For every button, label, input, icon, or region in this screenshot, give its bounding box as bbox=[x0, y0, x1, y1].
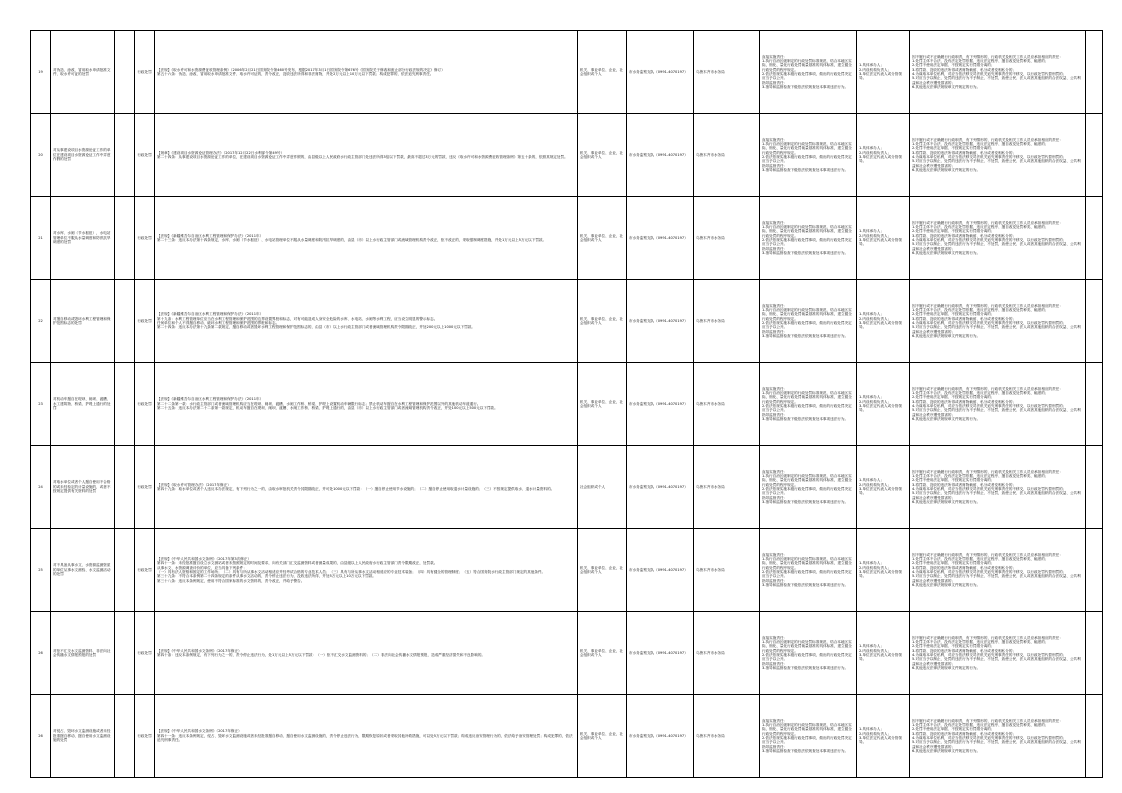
accountability-line: 6.其他违反法律法规规章文件规定的行为。 bbox=[912, 500, 981, 505]
accountability-line: 2.处罚不使用法定单据、不按规定实行罚缴分离的； bbox=[912, 229, 995, 234]
accountability-line: 6.其他违反法律法规规章文件规定的行为。 bbox=[912, 334, 981, 339]
accountability-line: 4.为谋取本单位私利，对应当依法移交司法机关追究刑事责任的不移交，以行政处罚代替刑罚的； bbox=[912, 570, 1067, 574]
legal-basis-line: 【法规】《新疆维吾尔自治区水利工程管理和保护办法》（2011年） bbox=[157, 397, 264, 402]
accountability bbox=[910, 114, 1086, 197]
accountable-line: 2.内设机构负责人； bbox=[859, 150, 892, 155]
responsibility-line: 2.依法依规实施本级行政处罚事项，做出的行政处罚决定应当予以公开。 bbox=[762, 653, 852, 662]
item-name: 对水库、水闸（节水枢纽），水电站管理单位不服从水量调度和防汛抗旱调度的处罚 bbox=[51, 197, 115, 280]
legal-basis bbox=[155, 31, 578, 114]
responsibility-line: 直接实施责任： bbox=[762, 718, 788, 723]
item-name: 对伪造、涂改、冒用取水申请批准文件、取水许可证的处罚 bbox=[51, 31, 115, 114]
responsibility-line: 3.指导和监督检查下级依法依规查处本事项违法行为。 bbox=[762, 666, 849, 671]
responsibility-line: 指导监督责任： bbox=[762, 661, 788, 666]
target-subject: 机关、事业单位、企业，社会组织或个人 bbox=[578, 695, 627, 778]
power-list-table bbox=[30, 30, 1103, 778]
responsibility-line: 1.执行自治区级制定的行政处罚标准规范，结合本地区实际，细化、量化行政处罚裁量基准的具体标准，建立健全行政处罚的程序规定。 bbox=[762, 639, 852, 653]
remark-cell bbox=[1086, 446, 1103, 529]
accountable-line: 1.具体承办人； bbox=[859, 478, 884, 483]
accountable-persons bbox=[857, 197, 910, 280]
implementing-agency: 乌鲁木齐市水务局 bbox=[694, 446, 760, 529]
accountable-persons bbox=[857, 695, 910, 778]
responsibility-line: 指导监督责任： bbox=[762, 329, 788, 334]
accountability bbox=[910, 280, 1086, 363]
accountability-line: 5.对应当予以制止、处罚的违法行为不予制止、不处罚，致使公民、法人或者其他组织的合法权益、公共利益和社会秩序遭受损害的； bbox=[912, 574, 1081, 583]
target-subject: 机关、事业单位、企业，社会组织或个人 bbox=[578, 114, 627, 197]
accountability-line: 因不履行或不正确履行行政职责，有下列情形的，行政机关及相关工作人员应承担相应的责任： bbox=[912, 54, 1063, 59]
responsibility bbox=[760, 612, 857, 695]
legal-basis-line: 【规章】《建设项目水资源论证管理办法》（2017年12月22日水利部令第49号） bbox=[157, 150, 285, 155]
legal-basis bbox=[155, 529, 578, 612]
implementing-agency: 乌鲁木齐市水务局 bbox=[694, 363, 760, 446]
legal-basis-line: 第四十九条：取水单位或者个人违反本办法规定，有下列行为之一的，由取水审批机关责令其限期改正，并可处1000元以下罚款：（一）擅自停止使用节水设施的；（二）擅自停止使用取退水计量设施的；（三）不按规定提供取水、退水计量资料的。 bbox=[157, 487, 555, 491]
accountability-line: 因不履行或不正确履行行政职责，有下列情形的，行政机关及相关工作人员应承担相应的责任： bbox=[912, 137, 1063, 142]
undertaking-dept: 市水务监察支队（0991-4070197） bbox=[627, 31, 694, 114]
item-name: 对侵占、毁坏水文监测设施或者未经批准擅自移动、擅自使用水文监测设施的处罚 bbox=[51, 695, 115, 778]
accountability-line: 3.将罚款、没收的违法所得或者财物截留、私分或者变相私分的； bbox=[912, 150, 1017, 155]
responsibility bbox=[760, 197, 857, 280]
accountability-line: 1.处罚主体不合法、没有法定处罚依据、违反法定程序、擅自改变处罚种类、幅度的； bbox=[912, 307, 1049, 312]
responsibility-line: 直接实施责任： bbox=[762, 635, 788, 640]
accountability-line: 5.对应当予以制止、处罚的违法行为不予制止、不处罚，致使公民、法人或者其他组织的合法权益、公共利益和社会秩序遭受损害的； bbox=[912, 657, 1081, 666]
accountability bbox=[910, 612, 1086, 695]
accountability-line: 2.处罚不使用法定单据、不按规定实行罚缴分离的； bbox=[912, 63, 995, 68]
accountability-line: 5.对应当予以制止、处罚的违法行为不予制止、不处罚，致使公民、法人或者其他组织的合法权益、公共利益和社会秩序遭受损害的； bbox=[912, 242, 1081, 251]
responsibility-line: 直接实施责任： bbox=[762, 552, 788, 557]
responsibility-line: 3.指导和监督检查下级依法依规查处本事项违法行为。 bbox=[762, 334, 849, 339]
responsibility-line: 直接实施责任： bbox=[762, 54, 788, 59]
table-row bbox=[31, 31, 1103, 114]
legal-basis-line: 第四十一条：违反本条例规定，侵占、毁坏水文监测设施或者未经批准擅自移动、擅自使用水文监测设施的，责令停止违法行为，限期恢复原状或者采取其他补救措施，可以处5万元以下罚款；构成违反治安管理行为的，依法给予治安管理处罚；构成犯罪的，依法追究刑事责任。 bbox=[157, 733, 573, 743]
responsibility-line: 3.指导和监督检查下级依法依规查处本事项违法行为。 bbox=[762, 500, 849, 505]
accountable-line: 2.内设机构负责人； bbox=[859, 482, 892, 487]
legal-basis-line: 第三十八条：违反本条例规定，使用不符合国家标准的水文资料的，责令改正，并给予警告。 bbox=[157, 578, 305, 583]
accountable-persons bbox=[857, 529, 910, 612]
responsibility-line: 指导监督责任： bbox=[762, 163, 788, 168]
accountable-line: 3.单位法定代表人或分管领导。 bbox=[859, 736, 902, 745]
responsibility-line: 3.指导和监督检查下级依法依规查处本事项违法行为。 bbox=[762, 417, 849, 422]
legal-basis bbox=[155, 197, 578, 280]
responsibility-line: 1.执行自治区级制定的行政处罚标准规范，结合本地区实际，细化、量化行政处罚裁量基准的具体标准，建立健全行政处罚的程序规定。 bbox=[762, 58, 852, 72]
target-subject: 机关、事业单位、企业，社会组织或个人 bbox=[578, 612, 627, 695]
legal-basis-line: 第二十四条：违反本办法第十九条第二款规定，擅自移动或者毁坏水利工程管理和保护范围标志的，由县（市）以上水行政主管部门或者流域管理机构责令限期改正，并处200元以上1000元以下罚款。 bbox=[157, 325, 475, 330]
responsibility-line: 2.依法依规实施本级行政处罚事项，做出的行政处罚决定应当予以公开。 bbox=[762, 72, 852, 81]
accountable-line: 3.单位法定代表人或分管领导。 bbox=[859, 321, 902, 330]
legal-basis-line: 第三十九条：不符合本条例第二十四条规定的条件从事水文活动的，责令停止违法行为，没收违法所得，并处5万元以上10万元以下罚款。 bbox=[157, 574, 376, 579]
accountability-line: 6.其他违反法律法规规章文件规定的行为。 bbox=[912, 85, 981, 90]
sub-item-cell bbox=[115, 695, 135, 778]
accountability-line: 4.为谋取本单位私利，对应当依法移交司法机关追究刑事责任的不移交，以行政处罚代替刑罚的； bbox=[912, 72, 1067, 76]
item-name: 对不具备从事水文、水资源监测资质的单位从事水文测验、水文监测活动的处罚 bbox=[51, 529, 115, 612]
accountability-line: 5.对应当予以制止、处罚的违法行为不予制止、不处罚，致使公民、法人或者其他组织的合法权益、公共利益和社会秩序遭受损害的； bbox=[912, 325, 1081, 334]
target-subject: 社会组织或个人 bbox=[578, 446, 627, 529]
accountability-line: 2.处罚不使用法定单据、不按规定实行罚缴分离的； bbox=[912, 727, 995, 732]
accountability-line: 6.其他违反法律法规规章文件规定的行为。 bbox=[912, 749, 981, 754]
accountable-line: 2.内设机构负责人； bbox=[859, 316, 892, 321]
sub-item-cell bbox=[115, 612, 135, 695]
implementing-agency: 乌鲁木齐市水务局 bbox=[694, 31, 760, 114]
responsibility-line: 2.依法依规实施本级行政处罚事项，做出的行政处罚决定应当予以公开。 bbox=[762, 404, 852, 413]
accountable-line: 1.具体承办人； bbox=[859, 63, 884, 68]
accountable-line: 1.具体承办人； bbox=[859, 395, 884, 400]
responsibility-line: 指导监督责任： bbox=[762, 495, 788, 500]
accountability-line: 1.处罚主体不合法、没有法定处罚依据、违反法定程序、擅自改变处罚种类、幅度的； bbox=[912, 58, 1049, 63]
responsibility-line: 直接实施责任： bbox=[762, 303, 788, 308]
legal-basis bbox=[155, 612, 578, 695]
accountability-line: 3.将罚款、没收的违法所得或者财物截留、私分或者变相私分的； bbox=[912, 482, 1017, 487]
accountability-line: 4.为谋取本单位私利，对应当依法移交司法机关追究刑事责任的不移交，以行政处罚代替刑罚的； bbox=[912, 487, 1067, 491]
item-type: 行政处罚 bbox=[135, 197, 155, 280]
item-number: 21 bbox=[31, 197, 51, 280]
accountable-line: 1.具体承办人； bbox=[859, 561, 884, 566]
item-name: 对擅自移动或毁坏水利工程管理和保护范围标志的处罚 bbox=[51, 280, 115, 363]
accountable-persons bbox=[857, 31, 910, 114]
responsibility-line: 2.依法依规实施本级行政处罚事项，做出的行政处罚决定应当予以公开。 bbox=[762, 570, 852, 579]
responsibility bbox=[760, 695, 857, 778]
accountability-line: 2.处罚不使用法定单据、不按规定实行罚缴分离的； bbox=[912, 478, 995, 483]
accountable-line: 2.内设机构负责人； bbox=[859, 233, 892, 238]
implementing-agency: 乌鲁木齐市水务局 bbox=[694, 114, 760, 197]
accountability-line: 4.为谋取本单位私利，对应当依法移交司法机关追究刑事责任的不移交，以行政处罚代替刑罚的； bbox=[912, 653, 1067, 657]
responsibility bbox=[760, 280, 857, 363]
accountability bbox=[910, 695, 1086, 778]
legal-basis-line: 【法规】《取水许可管理办法》（2017年修正） bbox=[157, 482, 231, 487]
responsibility-line: 1.执行自治区级制定的行政处罚标准规范，结合本地区实际，细化、量化行政处罚裁量基准的具体标准，建立健全行政处罚的程序规定。 bbox=[762, 141, 852, 155]
remark-cell bbox=[1086, 363, 1103, 446]
responsibility-line: 指导监督责任： bbox=[762, 80, 788, 85]
accountable-persons bbox=[857, 114, 910, 197]
table-row bbox=[31, 114, 1103, 197]
accountability-line: 5.对应当予以制止、处罚的违法行为不予制止、不处罚，致使公民、法人或者其他组织的合法权益、公共利益和社会秩序遭受损害的； bbox=[912, 159, 1081, 168]
legal-basis-line: 第十九条：水利工程管理单位应当在水利工程管理和保护范围的边界设置界桩和标志，对有可能造成人身安全危险的水库、水电站、水闸等水利工程，应当设立明显的警示标志。 bbox=[157, 316, 438, 321]
item-type: 行政处罚 bbox=[135, 31, 155, 114]
accountable-line: 3.单位法定代表人或分管领导。 bbox=[859, 487, 902, 496]
accountability-line: 2.处罚不使用法定单据、不按规定实行罚缴分离的； bbox=[912, 644, 995, 649]
accountable-line: 2.内设机构负责人； bbox=[859, 648, 892, 653]
accountable-persons bbox=[857, 612, 910, 695]
item-number: 22 bbox=[31, 280, 51, 363]
remark-cell bbox=[1086, 31, 1103, 114]
responsibility bbox=[760, 31, 857, 114]
responsibility-line: 直接实施责任： bbox=[762, 220, 788, 225]
accountable-persons bbox=[857, 446, 910, 529]
responsibility-line: 指导监督责任： bbox=[762, 412, 788, 417]
accountability-line: 5.对应当予以制止、处罚的违法行为不予制止、不处罚，致使公民、法人或者其他组织的合法权益、公共利益和社会秩序遭受损害的； bbox=[912, 740, 1081, 749]
accountable-line: 3.单位法定代表人或分管领导。 bbox=[859, 404, 902, 413]
legal-basis-line: 第二十二条第一款：水行政主管部门或者流域管理机构应当在堤坝、闸坝、渡槽、水闸工作桥、桥梁、护堤上设置机动车辆限行标志；禁止机动车擅自在水利工程管理和保护范围以外的其他机动车道通行。 bbox=[157, 401, 481, 406]
undertaking-dept: 市水务监察支队（0991-4070197） bbox=[627, 197, 694, 280]
accountability bbox=[910, 197, 1086, 280]
implementing-agency: 乌鲁木齐市水务局 bbox=[694, 695, 760, 778]
target-subject: 机关、事业单位、企业，社会组织或个人 bbox=[578, 529, 627, 612]
sub-item-cell bbox=[115, 114, 135, 197]
accountability-line: 6.其他违反法律法规规章文件规定的行为。 bbox=[912, 666, 981, 671]
target-subject: 机关、事业单位、企业，社会组织或个人 bbox=[578, 363, 627, 446]
target-subject: 机关、事业单位、企业，社会组织或个人 bbox=[578, 31, 627, 114]
accountable-line: 1.具体承办人； bbox=[859, 644, 884, 649]
accountable-line: 1.具体承办人； bbox=[859, 229, 884, 234]
legal-basis-line: 【法规】《取水许可和水资源费征收管理条例》（2006年2月21日国务院令第460号发布，根据2017年3月1日国务院令第676号《国务院关于修改和废止部分行政法规的决定》修订） bbox=[157, 67, 445, 72]
accountability-line: 6.其他违反法律法规规章文件规定的行为。 bbox=[912, 168, 981, 173]
accountability-line: 3.将罚款、没收的违法所得或者财物截留、私分或者变相私分的； bbox=[912, 731, 1017, 736]
accountability-line: 1.处罚主体不合法、没有法定处罚依据、违反法定程序、擅自改变处罚种类、幅度的； bbox=[912, 224, 1049, 229]
accountable-line: 3.单位法定代表人或分管领导。 bbox=[859, 570, 902, 579]
item-type: 行政处罚 bbox=[135, 446, 155, 529]
undertaking-dept: 市水务监察支队（0991-4070197） bbox=[627, 446, 694, 529]
accountability-line: 1.处罚主体不合法、没有法定处罚依据、违反法定程序、擅自改变处罚种类、幅度的； bbox=[912, 141, 1049, 146]
legal-basis-line: 【法规】《中华人民共和国水文条例》（2017年修正） bbox=[157, 729, 242, 734]
accountability bbox=[910, 446, 1086, 529]
accountable-line: 1.具体承办人； bbox=[859, 146, 884, 151]
accountable-line: 1.具体承办人； bbox=[859, 312, 884, 317]
accountability-line: 5.对应当予以制止、处罚的违法行为不予制止、不处罚，致使公民、法人或者其他组织的合法权益、公共利益和社会秩序遭受损害的； bbox=[912, 76, 1081, 85]
responsibility-line: 1.执行自治区级制定的行政处罚标准规范，结合本地区实际，细化、量化行政处罚裁量基准的具体标准，建立健全行政处罚的程序规定。 bbox=[762, 390, 852, 404]
accountability-line: 2.处罚不使用法定单据、不按规定实行罚缴分离的； bbox=[912, 395, 995, 400]
implementing-agency: 乌鲁木齐市水务局 bbox=[694, 197, 760, 280]
responsibility-line: 2.依法依规实施本级行政处罚事项，做出的行政处罚决定应当予以公开。 bbox=[762, 487, 852, 496]
accountable-persons bbox=[857, 280, 910, 363]
accountability-line: 3.将罚款、没收的违法所得或者财物截留、私分或者变相私分的； bbox=[912, 67, 1017, 72]
legal-basis-line: 第二十四条：从事建设项目水资源论证工作的单位，在建设项目水资源论证工作中弄虚作假的，由县级以上人民政府水行政主管部门处违法所得3倍以下罚款，最高不超过3万元的罚款，违反《取水许可和水资源费征收管理条例》第五十条的，依照其规定处罚。 bbox=[157, 155, 568, 159]
item-number: 26 bbox=[31, 695, 51, 778]
item-name: 对取水单位或者个人擅自使用不合格的或未经检定的计量设施的，或者不按规定提供有关资料的处罚 bbox=[51, 446, 115, 529]
undertaking-dept: 市水务监察支队（0991-4070197） bbox=[627, 363, 694, 446]
remark-cell bbox=[1086, 280, 1103, 363]
accountability-line: 6.其他违反法律法规规章文件规定的行为。 bbox=[912, 251, 981, 256]
item-type: 行政处罚 bbox=[135, 612, 155, 695]
legal-basis bbox=[155, 280, 578, 363]
responsibility-line: 1.执行自治区级制定的行政处罚标准规范，结合本地区实际，细化、量化行政处罚裁量基准的具体标准，建立健全行政处罚的程序规定。 bbox=[762, 224, 852, 238]
sub-item-cell bbox=[115, 280, 135, 363]
item-type: 行政处罚 bbox=[135, 695, 155, 778]
accountability-line: 2.处罚不使用法定单据、不按规定实行罚缴分离的； bbox=[912, 312, 995, 317]
implementing-agency: 乌鲁木齐市水务局 bbox=[694, 280, 760, 363]
sub-item-cell bbox=[115, 31, 135, 114]
responsibility-line: 2.依法依规实施本级行政处罚事项，做出的行政处罚决定应当予以公开。 bbox=[762, 321, 852, 330]
sub-item-cell bbox=[115, 197, 135, 280]
responsibility-line: 1.执行自治区级制定的行政处罚标准规范，结合本地区实际，细化、量化行政处罚裁量基准的具体标准，建立健全行政处罚的程序规定。 bbox=[762, 473, 852, 487]
remark-cell bbox=[1086, 529, 1103, 612]
accountability bbox=[910, 31, 1086, 114]
accountability-line: 2.处罚不使用法定单据、不按规定实行罚缴分离的； bbox=[912, 561, 995, 566]
legal-basis bbox=[155, 114, 578, 197]
item-type: 行政处罚 bbox=[135, 363, 155, 446]
accountability-line: 6.其他违反法律法规规章文件规定的行为。 bbox=[912, 417, 981, 422]
accountability-line: 3.将罚款、没收的违法所得或者财物截留、私分或者变相私分的； bbox=[912, 399, 1017, 404]
responsibility bbox=[760, 446, 857, 529]
item-name: 对从事建设项目水资源论证工作的单位在建设项目水资源论证工作中弄虚作假的处罚 bbox=[51, 114, 115, 197]
undertaking-dept: 市水务监察支队（0991-4070197） bbox=[627, 612, 694, 695]
legal-basis-line: 任何单位和个人不得擅自移动、破坏水利工程管理和保护范围的界桩和标志。 bbox=[157, 321, 280, 325]
responsibility bbox=[760, 114, 857, 197]
item-name: 对机动车擅自在堤坝、闸坝、渡槽、水工建筑物、桥梁、护堤上通行的处罚 bbox=[51, 363, 115, 446]
table-row bbox=[31, 446, 1103, 529]
legal-basis-line: 从事水文、水资源调查评价的单位，应当具备下列条件： bbox=[157, 565, 247, 570]
accountable-line: 3.单位法定代表人或分管领导。 bbox=[859, 72, 902, 81]
accountability-line: 因不履行或不正确履行行政职责，有下列情形的，行政机关及相关工作人员应承担相应的责任： bbox=[912, 718, 1063, 723]
responsibility-line: 直接实施责任： bbox=[762, 469, 788, 474]
responsibility-line: 直接实施责任： bbox=[762, 386, 788, 391]
accountability bbox=[910, 363, 1086, 446]
accountability-line: 3.将罚款、没收的违法所得或者财物截留、私分或者变相私分的； bbox=[912, 565, 1017, 570]
accountability-line: 6.其他违反法律法规规章文件规定的行为。 bbox=[912, 583, 981, 588]
undertaking-dept: 市水务监察支队（0991-4070197） bbox=[627, 280, 694, 363]
undertaking-dept: 市水务监察支队（0991-4070197） bbox=[627, 114, 694, 197]
accountability-line: 1.处罚主体不合法、没有法定处罚依据、违反法定程序、擅自改变处罚种类、幅度的； bbox=[912, 473, 1049, 478]
accountability-line: 4.为谋取本单位私利，对应当依法移交司法机关追究刑事责任的不移交，以行政处罚代替刑罚的； bbox=[912, 321, 1067, 325]
accountability-line: 1.处罚主体不合法、没有法定处罚依据、违反法定程序、擅自改变处罚种类、幅度的； bbox=[912, 556, 1049, 561]
legal-basis-line: 第四十条：违反本条例规定，有下列行为之一的，责令停止违法行为，处1万元以上5万元以下罚款：（一）拒不汇交水文监测资料的；（二）非法向社会传播水文情报预报，造成严重经济损失和不良影响的。 bbox=[157, 653, 486, 657]
legal-basis bbox=[155, 446, 578, 529]
item-number: 19 bbox=[31, 31, 51, 114]
sub-item-cell bbox=[115, 363, 135, 446]
item-name: 对拒不汇交水文监测资料、非法向社会传播水文情报预报的处罚 bbox=[51, 612, 115, 695]
accountability-line: 2.处罚不使用法定单据、不按规定实行罚缴分离的； bbox=[912, 146, 995, 151]
accountability-line: 因不履行或不正确履行行政职责，有下列情形的，行政机关及相关工作人员应承担相应的责任： bbox=[912, 220, 1063, 225]
accountable-line: 1.具体承办人； bbox=[859, 727, 884, 732]
accountability-line: 1.处罚主体不合法、没有法定处罚依据、违反法定程序、擅自改变处罚种类、幅度的； bbox=[912, 722, 1049, 727]
accountable-line: 2.内设机构负责人； bbox=[859, 399, 892, 404]
accountability-line: 4.为谋取本单位私利，对应当依法移交司法机关追究刑事责任的不移交，以行政处罚代替刑罚的； bbox=[912, 155, 1067, 159]
target-subject: 机关、事业单位、企业，社会组织或个人 bbox=[578, 280, 627, 363]
undertaking-dept: 市水务监察支队（0991-4070197） bbox=[627, 529, 694, 612]
legal-basis-line: 【法规】《中华人民共和国水文条例》（2017年修正） bbox=[157, 648, 242, 653]
legal-basis bbox=[155, 363, 578, 446]
table-row bbox=[31, 612, 1103, 695]
item-number: 23 bbox=[31, 363, 51, 446]
accountable-line: 2.内设机构负责人； bbox=[859, 565, 892, 570]
accountability-line: 因不履行或不正确履行行政职责，有下列情形的，行政机关及相关工作人员应承担相应的责任： bbox=[912, 552, 1063, 557]
responsibility-line: 1.执行自治区级制定的行政处罚标准规范，结合本地区实际，细化、量化行政处罚裁量基准的具体标准，建立健全行政处罚的程序规定。 bbox=[762, 722, 852, 736]
accountability-line: 3.将罚款、没收的违法所得或者财物截留、私分或者变相私分的； bbox=[912, 316, 1017, 321]
accountability-line: 3.将罚款、没收的违法所得或者财物截留、私分或者变相私分的； bbox=[912, 233, 1017, 238]
responsibility-line: 指导监督责任： bbox=[762, 744, 788, 749]
legal-basis-line: 第二十五条：违反本办法第二十二条第一款规定，机动车擅自在堤坝、闸坝、渡槽、水闸工作桥、桥梁、护堤上通行的，由县（市）以上水行政主管部门或者流域管理机构责令改正，并处100元以上500元以下罚款。 bbox=[157, 406, 498, 411]
item-number: 20 bbox=[31, 114, 51, 197]
legal-basis-line: 第四十一条：未经批准擅自设立水文测站或者未按照规定的时间及要求，向有关部门汇交监测资料或者测量成果的，由县级以上人民政府水行政主管部门责令限期改正，处罚款。 bbox=[157, 561, 438, 566]
responsibility-line: 2.依法依规实施本级行政处罚事项，做出的行政处罚决定应当予以公开。 bbox=[762, 736, 852, 745]
legal-basis-line: 【法规】《新疆维吾尔自治区水利工程管理和保护办法》（2011年） bbox=[157, 312, 264, 317]
table-row bbox=[31, 695, 1103, 778]
item-number: 26 bbox=[31, 612, 51, 695]
remark-cell bbox=[1086, 695, 1103, 778]
accountability-line: 因不履行或不正确履行行政职责，有下列情形的，行政机关及相关工作人员应承担相应的责任： bbox=[912, 303, 1063, 308]
accountability-line: 5.对应当予以制止、处罚的违法行为不予制止、不处罚，致使公民、法人或者其他组织的合法权益、公共利益和社会秩序遭受损害的； bbox=[912, 491, 1081, 500]
responsibility-line: 指导监督责任： bbox=[762, 578, 788, 583]
responsibility-line: 3.指导和监督检查下级依法依规查处本事项违法行为。 bbox=[762, 85, 849, 90]
responsibility-line: 3.指导和监督检查下级依法依规查处本事项违法行为。 bbox=[762, 583, 849, 588]
table-row bbox=[31, 363, 1103, 446]
legal-basis-line: 第二十三条：违反本办法第十四条规定，水库、水闸（节水枢纽）、水电站管理单位不服从水量调度和防汛抗旱调度的，由县（市）以上水行政主管部门或流域管理机构责令改正，拒不改正的，采取强制调度措施，并处1万元以上5万元以下罚款。 bbox=[157, 238, 547, 242]
accountability-line: 因不履行或不正确履行行政职责，有下列情形的，行政机关及相关工作人员应承担相应的责任： bbox=[912, 635, 1063, 640]
responsibility-line: 1.执行自治区级制定的行政处罚标准规范，结合本地区实际，细化、量化行政处罚裁量基准的具体标准，建立健全行政处罚的程序规定。 bbox=[762, 556, 852, 570]
table-row bbox=[31, 529, 1103, 612]
item-number: 24 bbox=[31, 446, 51, 529]
item-type: 行政处罚 bbox=[135, 114, 155, 197]
legal-basis bbox=[155, 695, 578, 778]
legal-basis-line: （一）具有法人资格和固定的工作场所；（二）具有与所从事水文活动相适应并经考试合格的专业技术人员；（三）具有与所从事水文活动相适应的专业技术装备；（四）具有健全的管理制度；（五）符合国务院水行政主管部门规定的其他条件。 bbox=[157, 570, 546, 574]
accountability-line: 4.为谋取本单位私利，对应当依法移交司法机关追究刑事责任的不移交，以行政处罚代替刑罚的； bbox=[912, 238, 1067, 242]
accountability-line: 1.处罚主体不合法、没有法定处罚依据、违反法定程序、擅自改变处罚种类、幅度的； bbox=[912, 390, 1049, 395]
implementing-agency: 乌鲁木齐市水务局 bbox=[694, 612, 760, 695]
responsibility-line: 3.指导和监督检查下级依法依规查处本事项违法行为。 bbox=[762, 749, 849, 754]
responsibility bbox=[760, 363, 857, 446]
accountable-line: 2.内设机构负责人； bbox=[859, 67, 892, 72]
responsibility-line: 1.执行自治区级制定的行政处罚标准规范，结合本地区实际，细化、量化行政处罚裁量基准的具体标准，建立健全行政处罚的程序规定。 bbox=[762, 307, 852, 321]
accountable-line: 3.单位法定代表人或分管领导。 bbox=[859, 653, 902, 662]
accountability-line: 1.处罚主体不合法、没有法定处罚依据、违反法定程序、擅自改变处罚种类、幅度的； bbox=[912, 639, 1049, 644]
legal-basis-line: 【法规】《新疆维吾尔自治区水利工程管理和保护办法》（2011年） bbox=[157, 233, 264, 238]
sub-item-cell bbox=[115, 529, 135, 612]
responsibility-line: 2.依法依规实施本级行政处罚事项，做出的行政处罚决定应当予以公开。 bbox=[762, 155, 852, 164]
accountability-line: 因不履行或不正确履行行政职责，有下列情形的，行政机关及相关工作人员应承担相应的责任： bbox=[912, 386, 1063, 391]
remark-cell bbox=[1086, 114, 1103, 197]
accountable-line: 2.内设机构负责人； bbox=[859, 731, 892, 736]
remark-cell bbox=[1086, 612, 1103, 695]
responsibility-line: 3.指导和监督检查下级依法依规查处本事项违法行为。 bbox=[762, 251, 849, 256]
target-subject: 机关、事业单位、企业，社会组织或个人 bbox=[578, 197, 627, 280]
legal-basis-line: 第五十六条：伪造、涂改、冒用取水申请批准文件、取水许可证的，责令改正，没收违法所得和非法财物，并处2万元以上10万元以下罚款；构成犯罪的，依法追究刑事责任。 bbox=[157, 72, 434, 76]
accountable-line: 3.单位法定代表人或分管领导。 bbox=[859, 238, 902, 247]
item-type: 行政处罚 bbox=[135, 529, 155, 612]
accountability-line: 4.为谋取本单位私利，对应当依法移交司法机关追究刑事责任的不移交，以行政处罚代替刑罚的； bbox=[912, 736, 1067, 740]
accountability-line: 5.对应当予以制止、处罚的违法行为不予制止、不处罚，致使公民、法人或者其他组织的合法权益、公共利益和社会秩序遭受损害的； bbox=[912, 408, 1081, 417]
accountable-line: 3.单位法定代表人或分管领导。 bbox=[859, 155, 902, 164]
implementing-agency: 乌鲁木齐市水务局 bbox=[694, 529, 760, 612]
responsibility-line: 2.依法依规实施本级行政处罚事项，做出的行政处罚决定应当予以公开。 bbox=[762, 238, 852, 247]
responsibility bbox=[760, 529, 857, 612]
legal-basis-line: 【法规】《中华人民共和国水文条例》（2017年第3次修正） bbox=[157, 556, 252, 561]
item-number: 25 bbox=[31, 529, 51, 612]
table-row bbox=[31, 197, 1103, 280]
accountability-line: 因不履行或不正确履行行政职责，有下列情形的，行政机关及相关工作人员应承担相应的责任： bbox=[912, 469, 1063, 474]
sub-item-cell bbox=[115, 446, 135, 529]
remark-cell bbox=[1086, 197, 1103, 280]
accountability-line: 4.为谋取本单位私利，对应当依法移交司法机关追究刑事责任的不移交，以行政处罚代替刑罚的； bbox=[912, 404, 1067, 408]
responsibility-line: 3.指导和监督检查下级依法依规查处本事项违法行为。 bbox=[762, 168, 849, 173]
accountability-line: 3.将罚款、没收的违法所得或者财物截留、私分或者变相私分的； bbox=[912, 648, 1017, 653]
table-row bbox=[31, 280, 1103, 363]
responsibility-line: 指导监督责任： bbox=[762, 246, 788, 251]
accountable-persons bbox=[857, 363, 910, 446]
responsibility-line: 直接实施责任： bbox=[762, 137, 788, 142]
item-type: 行政处罚 bbox=[135, 280, 155, 363]
accountability bbox=[910, 529, 1086, 612]
undertaking-dept: 市水务监察支队（0991-4070197） bbox=[627, 695, 694, 778]
